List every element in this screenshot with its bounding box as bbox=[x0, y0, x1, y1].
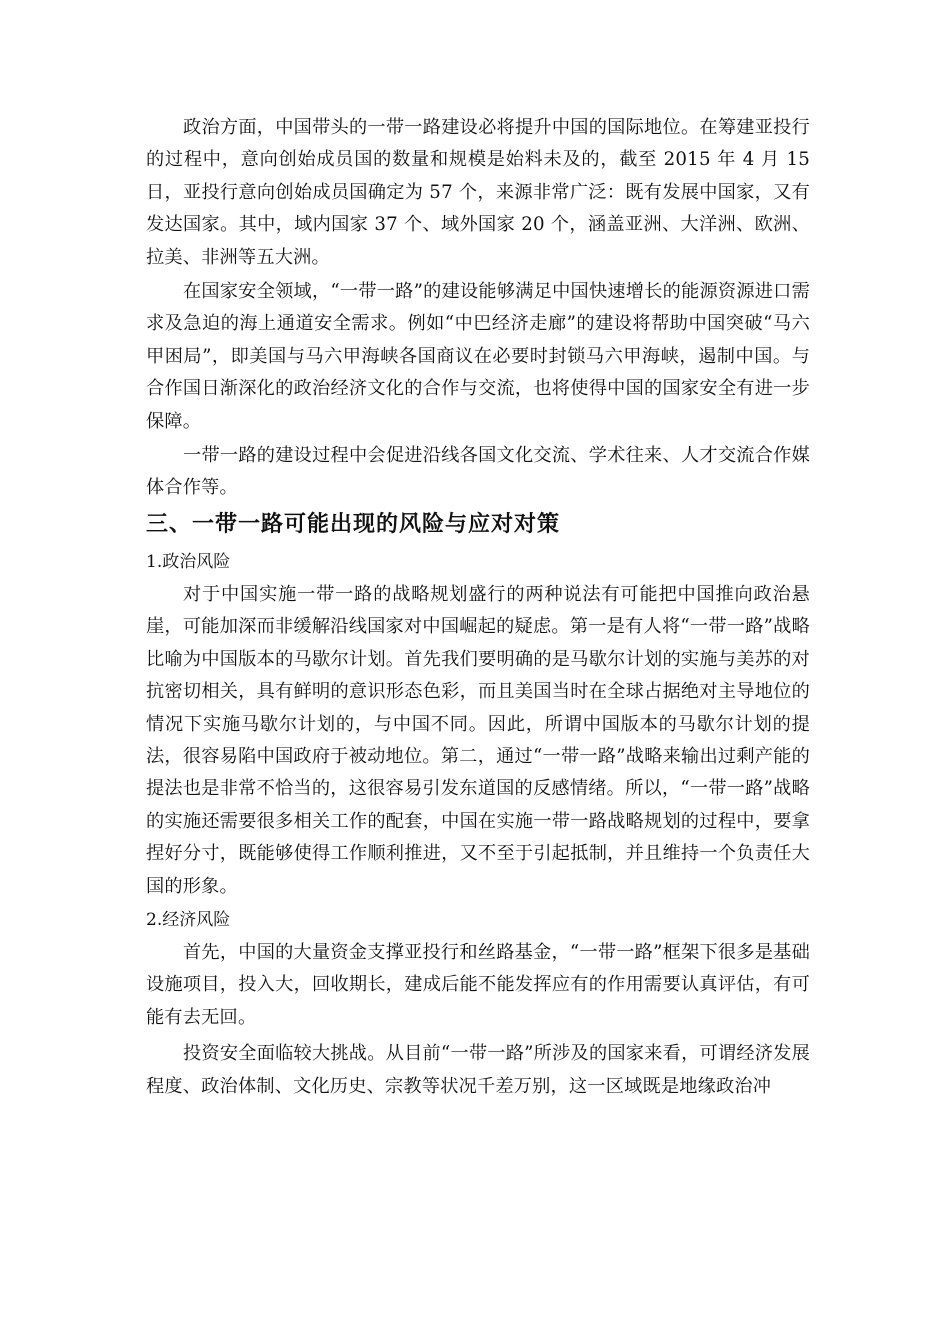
paragraph-economic-risk-2: 投资安全面临较大挑战。从目前“一带一路”所涉及的国家来看，可谓经济发展程度、政治体制、文化历史、宗教等状况千差万别，这一区域既是地缘政治冲 bbox=[146, 1043, 810, 1097]
paragraph-politics: 政治方面，中国带头的一带一路建设必将提升中国的国际地位。在筹建亚投行的过程中，意向创始成员国的数量和规模是始料未及的，截至 2015 年 4 月 15 日，亚投行意向创始成员国确定为 57 个，来源非常广泛：既有发展中国家，又有发达国家。其中，域内国家 37 个、域外国家 20 个，涵盖亚洲、大洋洲、欧洲、拉美、非洲等五大洲。 bbox=[146, 117, 810, 268]
subheading-economic-risk: 2.经济风险 bbox=[146, 909, 231, 930]
paragraph-economic-risk-1: 首先，中国的大量资金支撑亚投行和丝路基金，“一带一路”框架下很多是基础设施项目，投入大，回收期长，建成后能不能发挥应有的作用需要认真评估，有可能有去无回。 bbox=[146, 941, 810, 1028]
paragraph-political-risk: 对于中国实施一带一路的战略规划盛行的两种说法有可能把中国推向政治悬崖，可能加深而非缓解沿线国家对中国崛起的疑虑。第一是有人将“一带一路”战略比喻为中国版本的马歇尔计划。首先我们要明确的是马歇尔计划的实施与美苏的对抗密切相关，具有鲜明的意识形态色彩，而且美国当时在全球占据绝对主导地位的情况下实施马歇尔计划的，与中国不同。因此，所谓中国版本的马歇尔计划的提法，很容易陷中国政府于被动地位。第二，通过“一带一路”战略来输出过剩产能的提法也是非常不恰当的，这很容易引发东道国的反感情绪。所以，“一带一路”战略的实施还需要很多相关工作的配套，中国在实施一带一路战略规划的过程中，要拿捏好分寸，既能够使得工作顺利推进，又不至于引起抵制，并且维持一个负责任大国的形象。 bbox=[146, 583, 810, 897]
paragraph-culture-exchange: 一带一路的建设过程中会促进沿线各国文化交流、学术往来、人才交流合作媒体合作等。 bbox=[146, 445, 810, 499]
subheading-political-risk: 1.政治风险 bbox=[146, 551, 231, 572]
document-page bbox=[146, 112, 810, 1103]
section-heading-risks: 三、一带一路可能出现的风险与应对对策 bbox=[146, 511, 561, 537]
paragraph-national-security: 在国家安全领域，“一带一路”的建设能够满足中国快速增长的能源资源进口需求及急迫的海上通道安全需求。例如“中巴经济走廊”的建设将帮助中国突破“马六甲困局”，即美国与马六甲海峡各国商议在必要时封锁马六甲海峡，遏制中国。与合作国日渐深化的政治经济文化的合作与交流，也将使得中国的国家安全有进一步保障。 bbox=[146, 281, 810, 432]
